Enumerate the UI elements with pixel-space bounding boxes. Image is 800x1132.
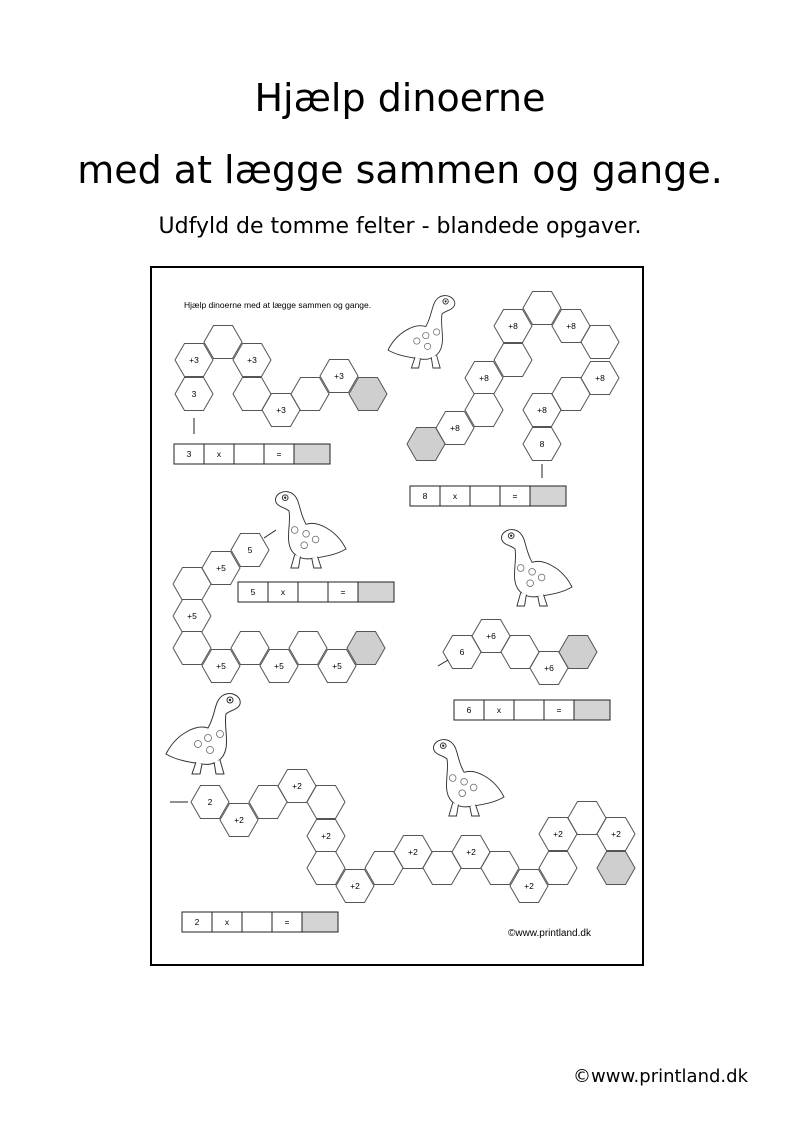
dinosaur-illustration: [501, 530, 572, 606]
dinosaur-illustration: [275, 492, 346, 568]
worksheet-canvas: [152, 268, 642, 964]
worksheet-credit: ©www.printland.dk: [508, 928, 591, 939]
hex-cell: [307, 820, 345, 853]
hex-start-number: 3: [191, 389, 197, 399]
dinosaur-illustration: [433, 740, 504, 816]
answer-box[interactable]: [514, 700, 544, 720]
hex-step-label: +2: [553, 829, 563, 839]
equation-row: [454, 700, 610, 720]
hex-step-label: +3: [247, 355, 257, 365]
worksheet-frame: [150, 266, 644, 966]
hex-start-number: 8: [539, 439, 545, 449]
hex-step-label: +8: [479, 373, 489, 383]
hex-step-label: +2: [292, 781, 302, 791]
arrow-icon: [264, 530, 276, 538]
hex-step-label: +2: [466, 847, 476, 857]
hex-step-label: +8: [566, 321, 576, 331]
hex-cell[interactable]: [597, 852, 635, 885]
hex-step-label: +2: [350, 881, 360, 891]
equation-text: x: [224, 917, 230, 927]
equation-text: x: [280, 587, 286, 597]
hex-start-number: 6: [459, 647, 465, 657]
result-box[interactable]: [358, 582, 394, 602]
equation-row: [410, 486, 566, 506]
hex-step-label: +8: [537, 405, 547, 415]
equation-text: 2: [194, 917, 200, 927]
hex-step-label: +5: [274, 661, 284, 671]
equation-row: [238, 582, 394, 602]
hex-step-label: +3: [276, 405, 286, 415]
hex-cell: [523, 428, 561, 461]
hex-step-label: +5: [187, 611, 197, 621]
result-box[interactable]: [574, 700, 610, 720]
equation-text: 8: [422, 491, 428, 501]
hex-step-label: +2: [611, 829, 621, 839]
dinosaur-illustration: [166, 694, 240, 774]
hex-step-label: +3: [334, 371, 344, 381]
equation-text: x: [496, 705, 502, 715]
hex-step-label: +8: [508, 321, 518, 331]
equation-text: =: [512, 491, 518, 501]
equation-text: =: [276, 449, 282, 459]
equation-row: [182, 912, 338, 932]
hex-step-label: +2: [321, 831, 331, 841]
dinosaur-illustration: [388, 296, 455, 368]
result-box[interactable]: [530, 486, 566, 506]
hex-step-label: +8: [595, 373, 605, 383]
equation-row: [174, 444, 330, 464]
result-box[interactable]: [302, 912, 338, 932]
equation-text: =: [284, 917, 290, 927]
hex-cell: [175, 378, 213, 411]
arrow-icon: [438, 660, 448, 666]
hex-step-label: +2: [234, 815, 244, 825]
equation-text: =: [556, 705, 562, 715]
hex-step-label: +6: [544, 663, 554, 673]
answer-box[interactable]: [242, 912, 272, 932]
answer-box[interactable]: [234, 444, 264, 464]
hex-step-label: +2: [408, 847, 418, 857]
worksheet-heading: Hjælp dinoerne med at lægge sammen og gange.: [184, 300, 372, 310]
page-title-line-1: Hjælp dinoerne: [254, 76, 546, 120]
hex-step-label: +6: [486, 631, 496, 641]
page-subtitle: Udfyld de tomme felter - blandede opgaver.: [158, 214, 642, 239]
hex-step-label: +5: [332, 661, 342, 671]
result-box[interactable]: [294, 444, 330, 464]
hex-cell: [173, 600, 211, 633]
equation-text: x: [452, 491, 458, 501]
hex-start-number: 5: [247, 545, 253, 555]
answer-box[interactable]: [298, 582, 328, 602]
hex-step-label: +2: [524, 881, 534, 891]
hex-step-label: +8: [450, 423, 460, 433]
hex-step-label: +3: [189, 355, 199, 365]
equation-text: 3: [186, 449, 192, 459]
page-title-line-2: med at lægge sammen og gange.: [77, 148, 723, 192]
answer-box[interactable]: [470, 486, 500, 506]
equation-text: =: [340, 587, 346, 597]
equation-text: 6: [466, 705, 472, 715]
footer-credit: ©www.printland.dk: [573, 1066, 748, 1087]
hex-step-label: +5: [216, 563, 226, 573]
equation-text: x: [216, 449, 222, 459]
equation-text: 5: [250, 587, 256, 597]
hex-start-number: 2: [207, 797, 213, 807]
hex-step-label: +5: [216, 661, 226, 671]
